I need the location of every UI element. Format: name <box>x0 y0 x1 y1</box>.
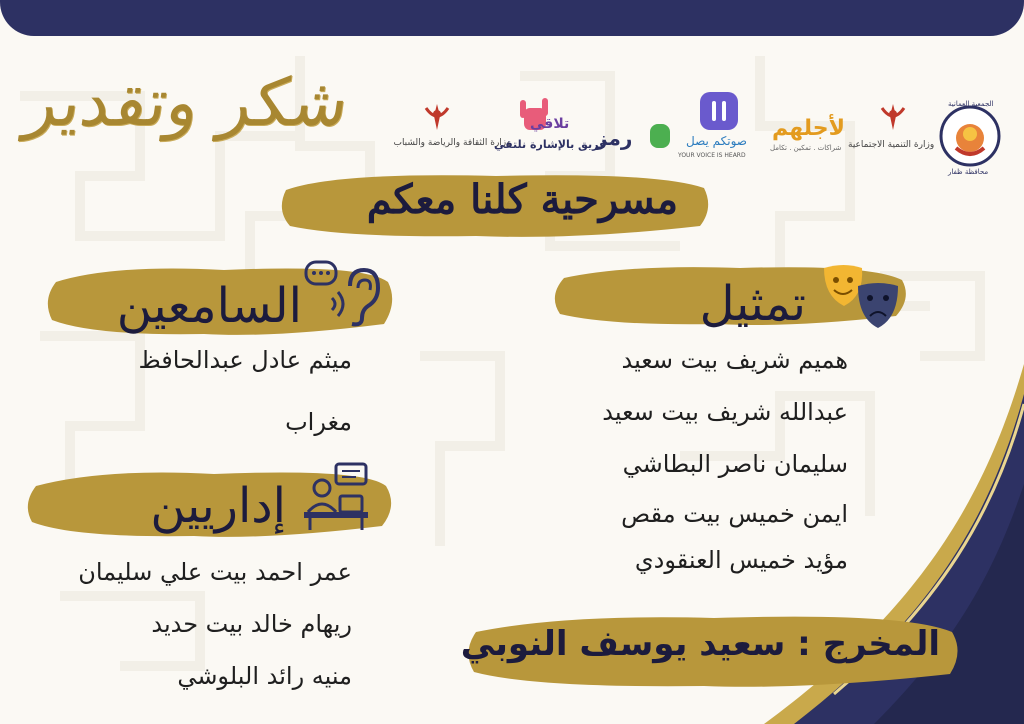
top-banner <box>0 0 1024 36</box>
listeners-heading: السامعين <box>116 278 302 334</box>
ministry-social-text: وزارة التنمية الاجتماعية <box>848 140 935 150</box>
ramz-hand-icon <box>646 120 674 150</box>
sawtakum-en-text: YOUR VOICE IS HEARD <box>678 152 746 159</box>
acting-name-1: هميم شريف بيت سعيد <box>621 346 848 374</box>
admin-desk-icon <box>300 460 372 532</box>
listeners-name-1: ميثم عادل عبدالحافظ <box>138 346 352 374</box>
sawtakum-ar-text: صوتكم يصل <box>686 134 747 148</box>
omani-association-logo <box>938 104 1002 168</box>
sawtakum-logo-icon <box>700 92 738 130</box>
ministry-culture-text: وزارة الثقافة والرياضة والشباب <box>393 138 511 148</box>
oman-emblem-logo-2 <box>876 100 910 134</box>
admins-name-3: منيه رائد البلوشي <box>177 662 352 690</box>
admins-heading: إداريين <box>150 478 286 534</box>
ajleham-sub-text: شراكات . تمكين . تكامل <box>770 144 842 152</box>
thanks-calligraphy: شكر وتقدير <box>20 64 354 141</box>
acting-name-5: مؤيد خميس العنقودي <box>634 546 848 574</box>
acting-heading: تمثيل <box>699 276 806 332</box>
listeners-name-2: مغراب <box>285 408 352 436</box>
talaqi-brand-text: تلاقي <box>530 116 570 132</box>
acting-name-4: ايمن خميس بيت مقص <box>621 500 848 528</box>
talaqi-team-text: فريق بالإشارة نلتقي <box>494 138 607 151</box>
oman-emblem-logo <box>420 100 454 134</box>
theater-masks-icon <box>818 262 904 332</box>
dhofar-text: محافظة ظفار <box>948 168 989 176</box>
ajleham-logo-text: لأجلهم <box>772 116 845 141</box>
admins-name-1: عمر احمد بيت علي سليمان <box>78 558 352 586</box>
hearing-speech-icon <box>302 258 386 330</box>
acting-name-3: سليمان ناصر البطاشي <box>622 450 848 478</box>
omani-association-text: الجمعية العمانية <box>948 100 994 108</box>
ramz-logo-text: رمز <box>596 126 633 150</box>
director-text: المخرج : سعيد يوسف النوبي <box>460 624 940 664</box>
play-title: مسرحية كلنا معكم <box>366 176 678 223</box>
acting-name-2: عبدالله شريف بيت سعيد <box>602 398 848 426</box>
admins-name-2: ريهام خالد بيت حديد <box>151 610 352 638</box>
